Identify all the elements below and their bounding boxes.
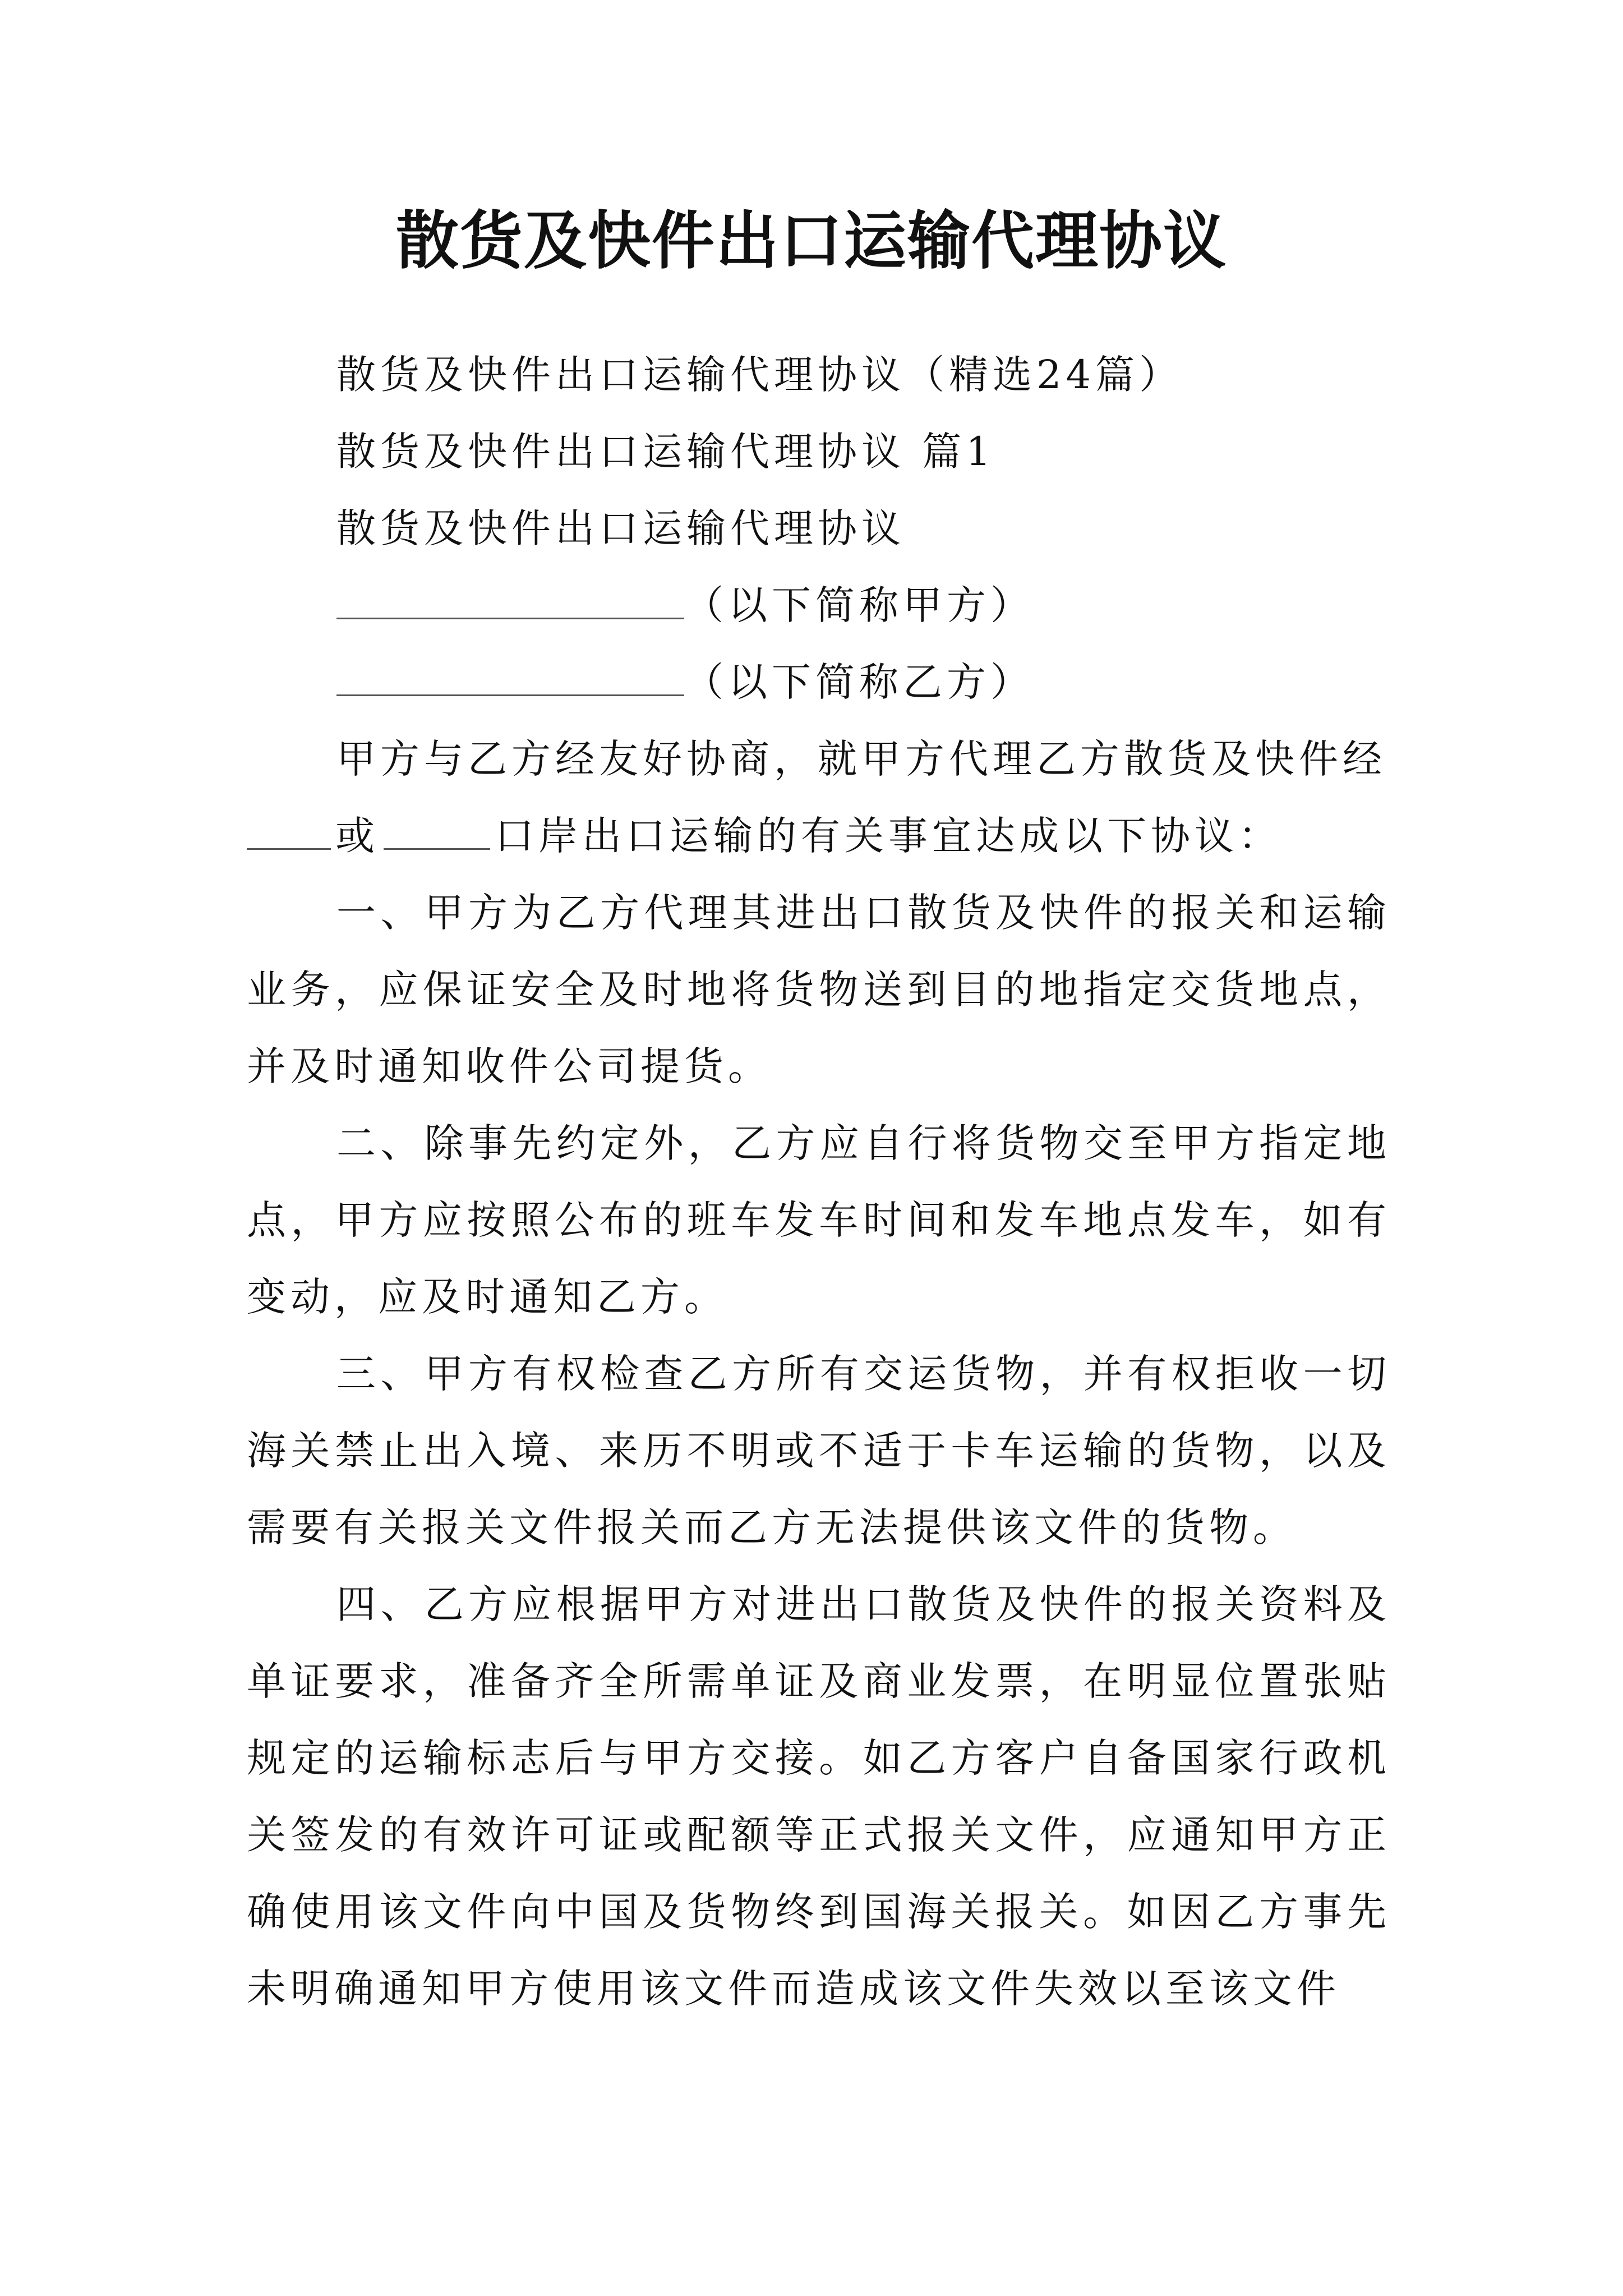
port-blank-2 [384, 798, 490, 850]
document-body [247, 337, 1391, 2027]
clause-2: 二、除事先约定外，乙方应自行将货物交至甲方指定地点，甲方应按照公布的班车发车时间和发车地点发车，如有变动，应及时通知乙方。 [247, 1120, 1391, 1320]
intro-rest: 口岸出口运输的有关事宜达成以下协议： [495, 813, 1282, 859]
intro-line-1: 甲方与乙方经友好协商，就甲方代理乙方散货及快件经 [336, 736, 1386, 782]
party-a-line [247, 567, 1391, 644]
intro-line-2 [247, 798, 1391, 875]
clause-3: 三、甲方有权检查乙方所有交运货物，并有权拒收一切海关禁止出入境、来历不明或不适于卡车运输的货物，以及需要有关报关文件报关而乙方无法提供该文件的货物。 [247, 1351, 1391, 1550]
party-a-label: （以下简称甲方） [684, 582, 1034, 628]
clause-1: 一、甲方为乙方代理其进出口散货及快件的报关和运输业务，应保证安全及时地将货物送到目的地指定交货地点，并及时通知收件公司提货。 [247, 890, 1391, 1089]
clause-4: 四、乙方应根据甲方对进出口散货及快件的报关资料及单证要求，准备齐全所需单证及商业发票，在明显位置张贴规定的运输标志后与甲方交接。如乙方客户自备国家行政机关签发的有效许可证或配额等正式报关文件，应通知甲方正确使用该文件向中国及货物终到国海关报关。如因乙方事先未明确通知甲方使用该文件而造成该文件失效以至该文件 [247, 1581, 1391, 2012]
agreement-name: 散货及快件出口运输代理协议 [336, 505, 905, 551]
intro-or: 或 [335, 813, 379, 859]
party-b-label: （以下简称乙方） [684, 659, 1034, 705]
party-a-blank [336, 567, 684, 619]
document-title: 散货及快件出口运输代理协议 [396, 205, 1227, 278]
subtitle: 散货及快件出口运输代理协议（精选24篇） [336, 352, 1183, 398]
party-b-blank [336, 644, 684, 696]
port-blank-1 [247, 798, 331, 850]
party-b-line [247, 644, 1391, 721]
section-heading: 散货及快件出口运输代理协议 篇1 [336, 429, 995, 475]
